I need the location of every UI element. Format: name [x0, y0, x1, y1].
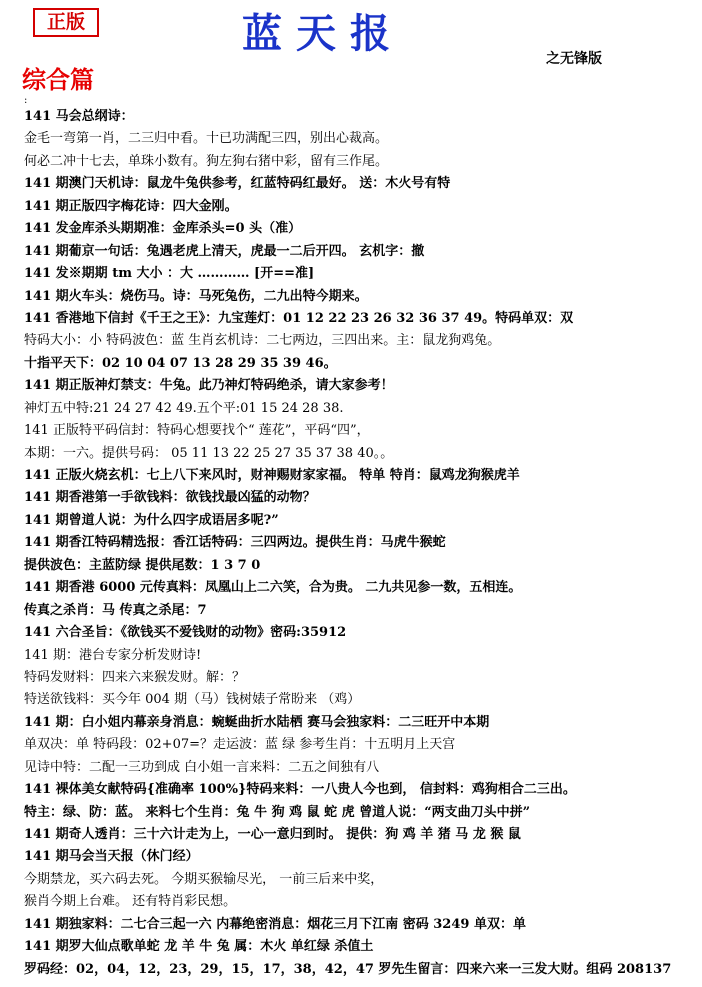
text-line: 141 期葡京一句话：兔遇老虎上清天，虎最一二后开四。 玄机字：撤	[24, 243, 425, 259]
text-line: 何必二冲十七去，单珠小数有。狗左狗右猪中彩，留有三作尾。	[24, 153, 389, 169]
text-line: 十指平天下：02 10 04 07 13 28 29 35 39 46。	[24, 355, 337, 371]
text-line: 141 期香港 6000 元传真料：凤凰山上二六笑，合为贵。 二九共见参一数，五相连。	[24, 580, 522, 596]
text-line: 141 香港地下信封《千王之王》：九宝莲灯：01 12 22 23 26 32 36 37 49。特码单双：双	[24, 310, 574, 326]
section-heading: 综合篇	[22, 66, 94, 94]
text-line: 金毛一弯第一肖，二三归中看。十已功满配三四，别出心裁高。	[24, 131, 389, 147]
edition-subtitle: 之无锋版	[546, 51, 602, 67]
text-line: 141 期马会当天报（休门经）	[24, 849, 199, 865]
text-line: 特送欲钱料：买今年 004 期（马）钱树婊子常盼来 （鸡）	[24, 692, 361, 708]
text-line: 141 正版特平码信封：特码心想要找个“ 莲花”，平码“四”，	[24, 423, 370, 439]
text-line: 141 六合圣旨：《欲钱买不爱钱财的动物》密码:35912	[24, 625, 347, 641]
text-line: 猴肖今期上台难。 还有特肖彩民想。	[24, 894, 237, 910]
text-line: 141 期罗大仙点歌单蛇 龙 羊 牛 兔 属：木火 单红绿 杀值土	[24, 939, 374, 955]
separator-mark: :	[24, 95, 28, 106]
text-line: 141 期：白小姐内幕亲身消息：蜿蜒曲折水陆栖 赛马会独家料：二三旺开中本期	[24, 714, 490, 730]
text-line: 特码大小：小 特码波色：蓝 生肖玄机诗：二七两边，三四出来。主：鼠龙狗鸡兔。	[24, 333, 501, 349]
text-line: 提供波色：主蓝防绿 提供尾数：1 3 7 0	[24, 557, 261, 573]
text-line: 141 期：港台专家分析发财诗!	[24, 647, 202, 663]
text-line: 141 裸体美女献特码{准确率 100%}特码来料：一八贵人今也到， 信封料：鸡狗相合二三出。	[24, 782, 576, 798]
text-line: 特主：绿、防：蓝。 来料七个生肖：兔 牛 狗 鸡 鼠 蛇 虎 曾道人说：“两支曲刀头中拼”	[24, 804, 531, 820]
text-line: 141 期独家料：二七合三起一六 内幕绝密消息：烟花三月下江南 密码 3249 单双：单	[24, 916, 526, 932]
text-line: 传真之杀肖：马 传真之杀尾：7	[24, 602, 207, 618]
text-line: 141 期奇人透肖：三十六计走为上，一心一意归到时。 提供：狗 鸡 羊 猪 马 龙 猴 鼠	[24, 827, 521, 842]
text-line: 141 期正版四字梅花诗：四大金刚。	[24, 198, 238, 214]
text-line: 罗码经：02，04，12，23，29，15，17，38，42，47 罗先生留言：四来六来一三发大财。组码 208137	[24, 961, 672, 977]
content-body	[24, 106, 700, 981]
text-line: 141 正版火烧玄机：七上八下来风时，财神赐财家家福。 特单 特肖：鼠鸡龙狗猴虎羊	[24, 468, 520, 483]
text-line: 本期：一六。提供号码： 05 11 13 22 25 27 35 37 38 40。。	[24, 445, 394, 461]
text-line: 141 期香港第一手欲钱料：欲钱找最凶猛的动物？	[24, 490, 316, 506]
text-line: 单双决：单 特码段：02+07=？走运波：蓝 绿 参考生肖：十五明月上天宫	[24, 737, 456, 753]
page-title: 蓝天报	[242, 10, 404, 57]
text-line: 今期禁龙，买六码去死。 今期买猴输尽光， 一前三后来中奖，	[24, 871, 384, 887]
text-line: 141 期火车头：烧伤马。诗：马死兔伤，二九出特今期来。	[24, 288, 368, 304]
text-line: 141 期香江特码精选报：香江话特码：三四两边。提供生肖：马虎牛猴蛇	[24, 535, 446, 551]
text-line: 141 期曾道人说：为什么四字成语居多呢?”	[24, 512, 279, 528]
text-line: 见诗中特：二配一三功到成 白小姐一言来料：二五之间独有八	[24, 759, 380, 775]
text-line: 141 期正版神灯禁支：牛兔。此乃神灯特码绝杀，请大家参考！	[24, 378, 394, 394]
genuine-stamp: 正版	[33, 8, 99, 37]
text-line: 神灯五中特:21 24 27 42 49.五个平:01 15 24 28 38.	[24, 400, 344, 416]
text-line: 特码发财料：四来六来猴发财。解：？	[24, 669, 246, 685]
text-line: 141 发金库杀头期期准：金库杀头=0 头（准）	[24, 221, 302, 237]
text-line: 141 期澳门天机诗：鼠龙牛兔供参考，红蓝特码红最好。 送：木火号有特	[24, 176, 451, 192]
text-line: 141 发※期期 tm 大小 ：大 ………… [开==准]	[24, 266, 315, 282]
text-line: 141 马会总纲诗：	[24, 109, 134, 124]
